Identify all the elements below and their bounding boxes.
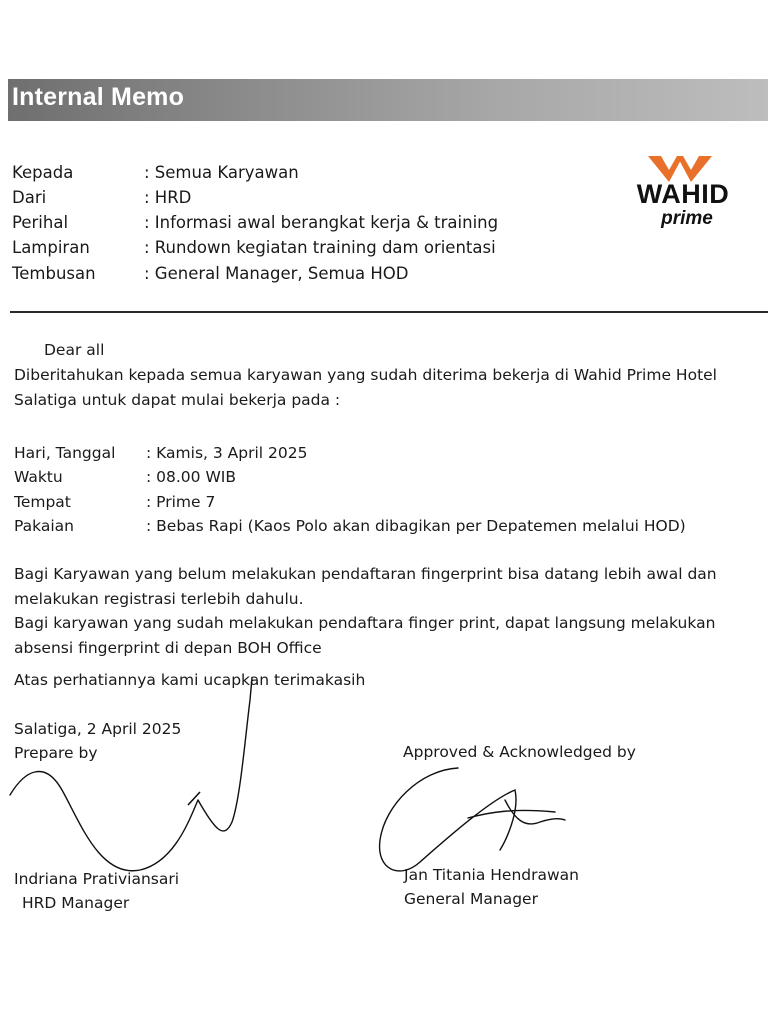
header-value: : Rundown kegiatan training dam orientasi	[144, 238, 496, 257]
right-signature-stroke	[380, 768, 565, 871]
left-signature-stroke	[10, 678, 252, 871]
header-label: Lampiran	[12, 238, 90, 257]
intro-line-2: Salatiga untuk dapat mulai bekerja pada :	[14, 391, 341, 409]
memo-title-bar	[8, 79, 768, 121]
header-label: Kepada	[12, 163, 74, 182]
intro-line-1: Diberitahukan kepada semua karyawan yang sudah diterima bekerja di Wahid Prime Hotel	[14, 366, 717, 384]
detail-value-attire: : Bebas Rapi (Kaos Polo akan dibagikan per Depatemen melalui HOD)	[146, 517, 686, 535]
logo-name: WAHID	[636, 179, 730, 209]
prepared-by-label: Prepare by	[14, 744, 98, 762]
right-signer-name: Jan Titania Hendrawan	[404, 866, 579, 884]
detail-label-place: Tempat	[14, 493, 71, 511]
header-value: : HRD	[144, 188, 192, 207]
header-label: Perihal	[12, 213, 69, 232]
para1-line-1: Bagi Karyawan yang belum melakukan pendaftaran fingerprint bisa datang lebih awal dan	[14, 565, 717, 583]
para2-line-2: absensi fingerprint di depan BOH Office	[14, 639, 322, 657]
para2-line-1: Bagi karyawan yang sudah melakukan pendaftara finger print, dapat langsung melakukan	[14, 614, 716, 632]
header-divider	[10, 311, 768, 313]
memo-title: Internal Memo	[12, 83, 185, 111]
left-signature-tick	[188, 792, 200, 805]
header-value: : Semua Karyawan	[144, 163, 299, 182]
greeting: Dear all	[44, 341, 105, 359]
right-signer-title: General Manager	[404, 890, 538, 908]
place-date: Salatiga, 2 April 2025	[14, 720, 182, 738]
logo-sub: prime	[661, 208, 713, 229]
detail-value-time: : 08.00 WIB	[146, 468, 236, 486]
detail-label-time: Waktu	[14, 468, 63, 486]
detail-label-attire: Pakaian	[14, 517, 74, 535]
closing-line: Atas perhatiannya kami ucapkan terimakasih	[14, 671, 366, 689]
left-signer-name: Indriana Prativiansari	[14, 870, 180, 888]
detail-label-date: Hari, Tanggal	[14, 444, 116, 462]
detail-value-place: : Prime 7	[146, 493, 216, 511]
detail-value-date: : Kamis, 3 April 2025	[146, 444, 308, 462]
left-signer-title: HRD Manager	[22, 894, 130, 912]
approved-by-label: Approved & Acknowledged by	[403, 743, 636, 761]
header-label: Tembusan	[12, 264, 96, 283]
para1-line-2: melakukan registrasi terlebih dahulu.	[14, 590, 304, 608]
header-value: : Informasi awal berangkat kerja & training	[144, 213, 499, 232]
header-value: : General Manager, Semua HOD	[144, 264, 409, 283]
wahid-prime-logo	[612, 154, 754, 234]
header-label: Dari	[12, 188, 47, 207]
